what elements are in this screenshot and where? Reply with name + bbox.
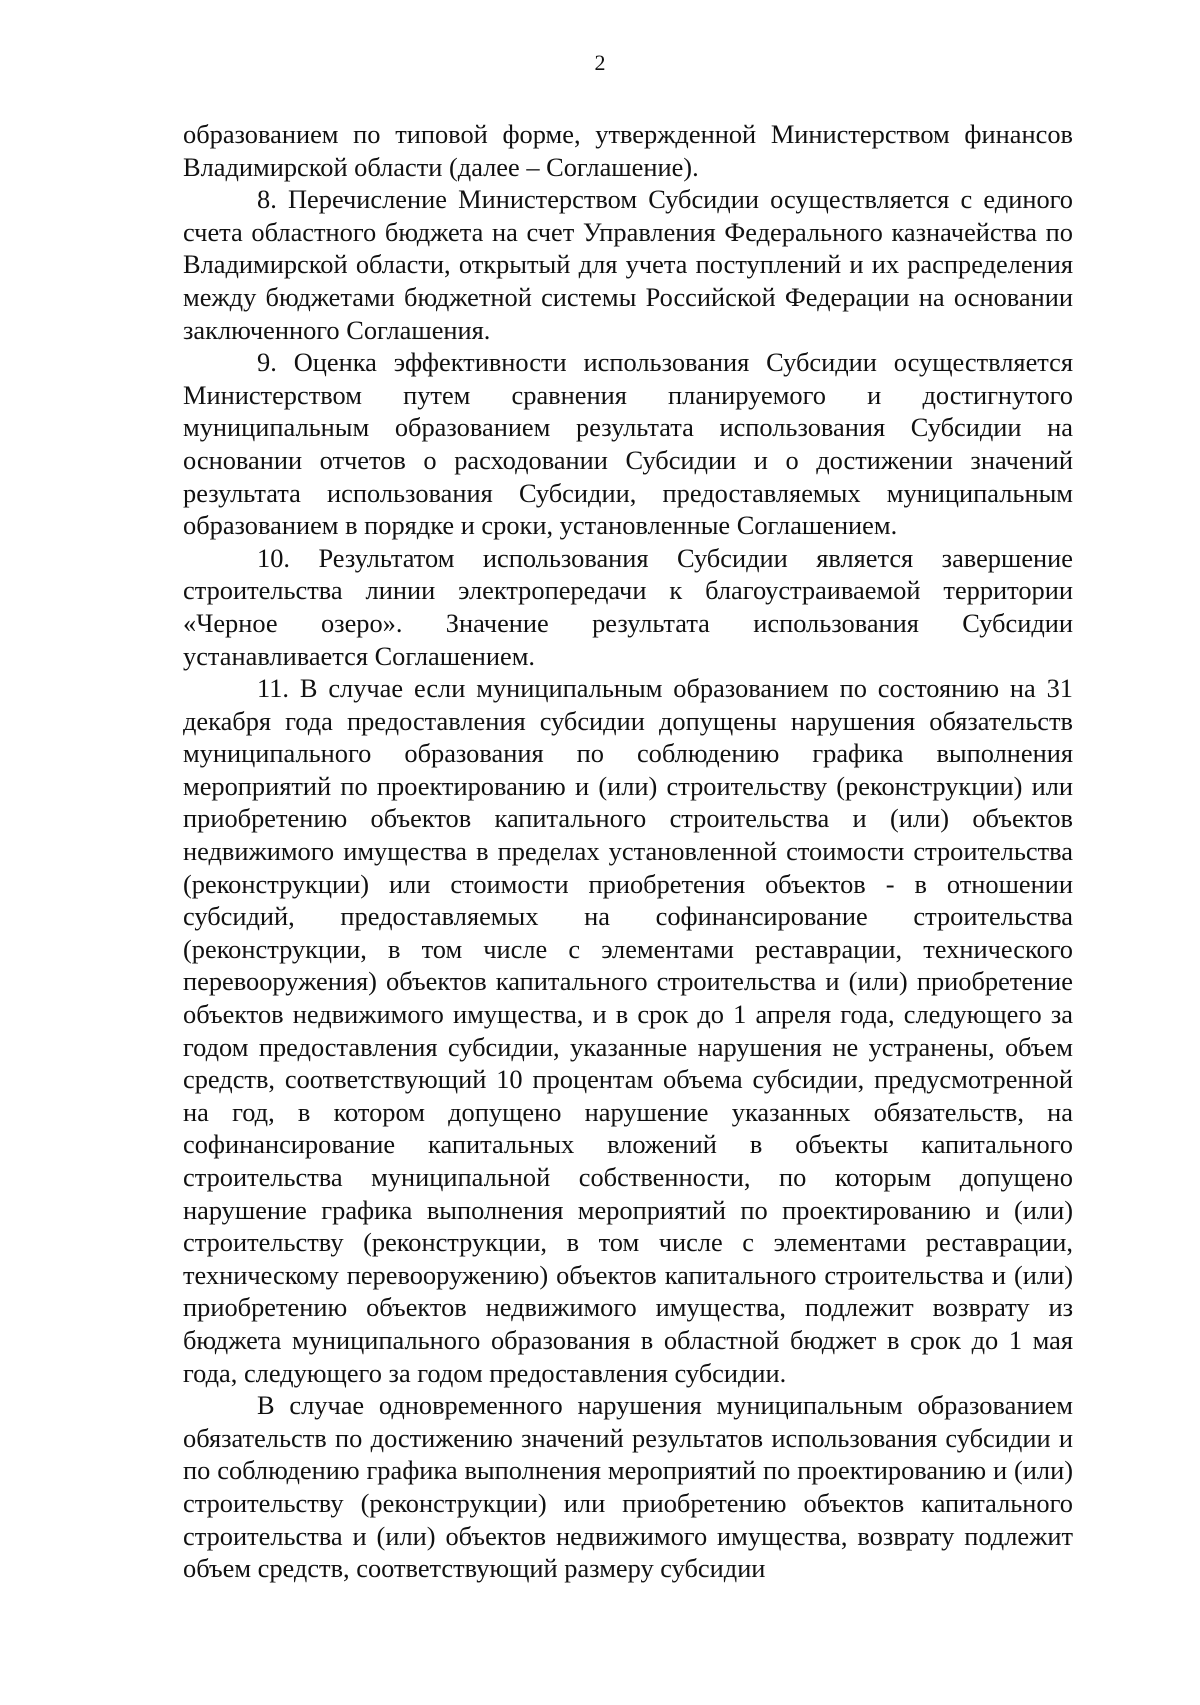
page-number: 2 <box>594 50 606 75</box>
paragraph-continuation: образованием по типовой форме, утвержденной Министерством финансов Владимирской области (далее – Соглашение). <box>183 119 1073 182</box>
paragraph-8: 8. Перечисление Министерством Субсидии осуществляется с единого счета областного бюджета на счет Управления Федерального казначейства по Владимирской области, открытый для учета поступлений и их распределения между бюджетами бюджетной системы Российской Федерации на основании заключенного Соглашения. <box>183 184 1073 345</box>
paragraph-10: 10. Результатом использования Субсидии является завершение строительства линии электропередачи к благоустраиваемой территории «Черное озеро». Значение результата использования Субсидии устанавливается Соглашением. <box>183 542 1073 671</box>
paragraph-11-continued: В случае одновременного нарушения муниципальным образованием обязательств по достижению значений результатов использования субсидии и по соблюдению графика выполнения мероприятий по проектированию и (или) строительству (реконструкции) или приобретению объектов капитального строительства и (или) объектов недвижимого имущества, возврату подлежит объем средств, соответствующий размеру субсидии <box>183 1390 1073 1584</box>
document-body <box>183 118 1073 1585</box>
paragraph-9: 9. Оценка эффективности использования Субсидии осуществляется Министерством путем сравнения планируемого и достигнутого муниципальным образованием результата использования Субсидии на основании отчетов о расходовании Субсидии и о достижении значений результата использования Субсидии, предоставляемых муниципальным образованием в порядке и сроки, установленные Соглашением. <box>183 347 1073 541</box>
paragraph-11: 11. В случае если муниципальным образованием по состоянию на 31 декабря года предоставления субсидии допущены нарушения обязательств муниципального образования по соблюдению графика выполнения мероприятий по проектированию и (или) строительству (реконструкции) или приобретению объектов капитального строительства и (или) объектов недвижимого имущества в пределах установленной стоимости строительства (реконструкции) или стоимости приобретения объектов - в отношении субсидий, предоставляемых на софинансирование строительства (реконструкции, в том числе с элементами реставрации, технического перевооружения) объектов капитального строительства и (или) приобретение объектов недвижимого имущества, и в срок до 1 апреля года, следующего за годом предоставления субсидии, указанные нарушения не устранены, объем средств, соответствующий 10 процентам объема субсидии, предусмотренной на год, в котором допущено нарушение указанных обязательств, на софинансирование капитальных вложений в объекты капитального строительства муниципальной собственности, по которым допущено нарушение графика выполнения мероприятий по проектированию и (или) строительству (реконструкции, в том числе с элементами реставрации, техническому перевооружению) объектов капитального строительства и (или) приобретению объектов недвижимого имущества, подлежит возврату из бюджета муниципального образования в областной бюджет в срок до 1 мая года, следующего за годом предоставления субсидии. <box>183 673 1073 1388</box>
